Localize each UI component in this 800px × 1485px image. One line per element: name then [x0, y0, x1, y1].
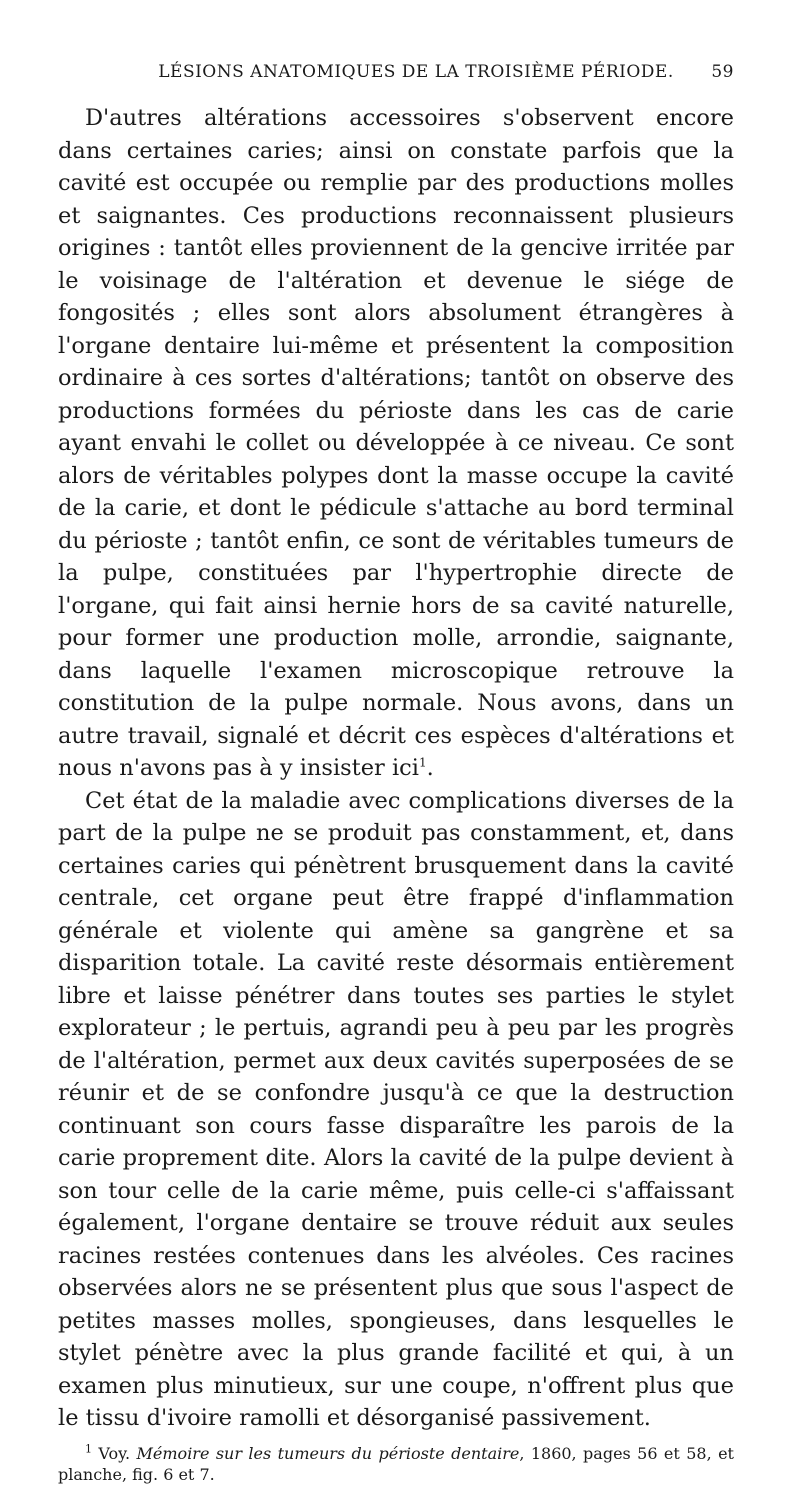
body-text [58, 102, 734, 1435]
footnote-reference[interactable]: 1 [418, 755, 427, 770]
footnote [58, 1443, 734, 1485]
page-number: 59 [711, 62, 734, 82]
running-title: LÉSIONS ANATOMIQUES DE LA TROISIÈME PÉRIODE. [158, 62, 674, 82]
paragraph-1-text: D'autres altérations accessoires s'observent encore dans certaines caries; ainsi on constate parfois que la cavité est occupée ou remplie par des productions molles et saignantes. Ces productions reconnaissent plusieurs origines : tantôt elles proviennent de la gencive irritée par le voisinage de l'altération et devenue le siége de fongosités ; elles sont alors absolument étrangères à l'organe dentaire lui-même et présentent la composition ordinaire à ces sortes d'altérations; tantôt on observe des productions formées du périoste dans les cas de carie ayant envahi le collet ou développée à ce niveau. Ce sont alors de véritables polypes dont la masse occupe la cavité de la carie, et dont le pédicule s'attache au bord terminal du périoste ; tantôt enfin, ce sont de véritables tumeurs de la pulpe, constituées par l'hypertrophie directe de l'organe, qui fait ainsi hernie hors de sa cavité naturelle, pour former une production molle, arrondie, saignante, dans laquelle l'examen microscopique retrouve la constitution de la pulpe normale. Nous avons, dans un autre travail, signalé et décrit ces espèces d'altérations et nous n'avons pas à y insister ici [58, 105, 734, 781]
footnote-cited-title: Mémoire sur les tumeurs du périoste dentaire [136, 1443, 520, 1463]
footnote-suffix: , 1860, pages 56 et 58, et planche, fig. 6 et 7. [58, 1443, 734, 1484]
footnote-prefix: Voy. [98, 1443, 137, 1463]
footnote-mark: 1 [85, 1442, 92, 1456]
paragraph-1 [58, 102, 734, 785]
paragraph-2: Cet état de la maladie avec complications diverses de la part de la pulpe ne se produit pas constamment, et, dans certaines caries qui pénètrent brusquement dans la cavité centrale, cet organe peut être frappé d'inflammation générale et violente qui amène sa gangrène et sa disparition totale. La cavité reste désormais entièrement libre et laisse pénétrer dans toutes ses parties le stylet explorateur ; le pertuis, agrandi peu à peu par les progrès de l'altération, permet aux deux cavités superposées de se réunir et de se confondre jusqu'à ce que la destruction continuant son cours fasse disparaître les parois de la carie proprement dite. Alors la cavité de la pulpe devient à son tour celle de la carie même, puis celle-ci s'affaissant également, l'organe dentaire se trouve réduit aux seules racines restées contenues dans les alvéoles. Ces racines observées alors ne se présentent plus que sous l'aspect de petites masses molles, spongieuses, dans lesquelles le stylet pénètre avec la plus grande facilité et qui, à un examen plus minutieux, sur une coupe, n'offrent plus que le tissu d'ivoire ramolli et désorganisé passivement. [58, 787, 734, 1431]
page [58, 62, 734, 1485]
paragraph-1-end: . [426, 755, 434, 781]
running-header [98, 62, 734, 84]
